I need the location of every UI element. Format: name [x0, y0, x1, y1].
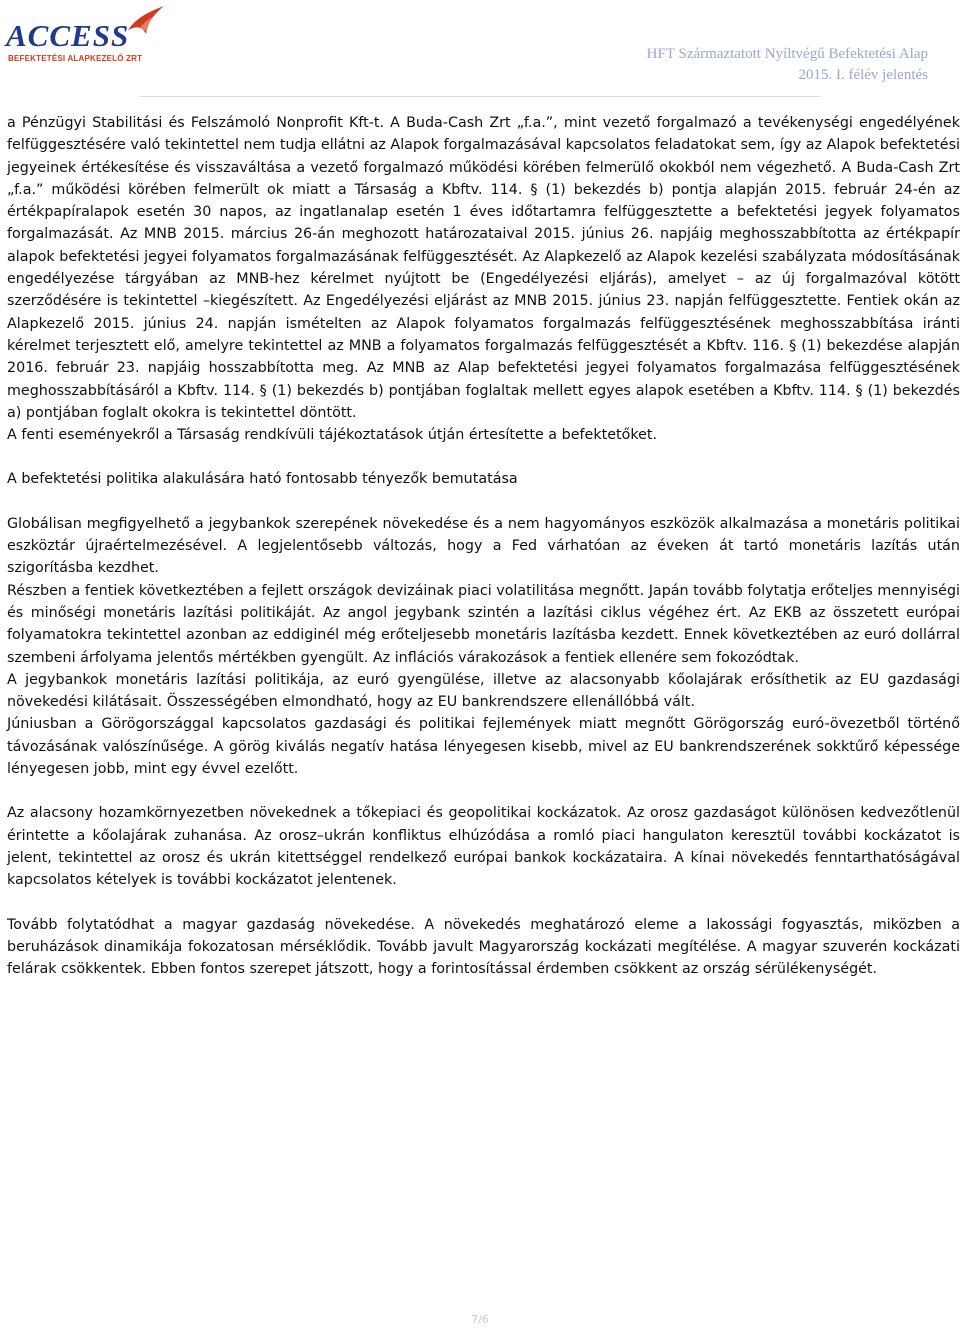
paragraph-greece: Júniusban a Görögországgal kapcsolatos gazdasági és politikai fejlemények miatt megnőtt Görögország euró-övezetből történő távozásának valószínűsége. A görög kiválás negatív hatása lényegesen kisebb, mivel az EU bankrendszerének sokktűrő képessége lényegesen jobb, mint egy évvel ezelőtt.: [7, 716, 960, 778]
paragraph-suspension: a Pénzügyi Stabilitási és Felszámoló Nonprofit Kft-t. A Buda-Cash Zrt „f.a.”, mint vezető forgalmazó a tevékenységi engedélyének felfüggesztésére való tekintettel nem tudja ellátni az Alapok forgalmazásával kapcsolatos feladatokat sem, így az Alapok befektetési jegyeinek értékesítése és visszaváltása a vezető forgalmazó működési körében felmerülő okokból nem végezhető. A Buda-Cash Zrt „f.a.” működési körében felmerült ok miatt a Társaság a Kbftv. 114. § (1) bekezdés b) pontja alapján 2015. február 24-én az értékpapíralapok esetén 30 napos, az ingatlanalap esetén 1 éves időtartamra felfüggesztette a befektetési jegyek folyamatos forgalmazását. Az MNB 2015. március 26-án meghozott határozataival 2015. június 26. napjáig meghosszabbította az értékpapír alapok befektetési jegyei folyamatos forgalmazásának felfüggesztését. Az Alapkezelő az Alapok kezelési szabályzata módosításának engedélyezése tárgyában az MNB-hez kérelmet nyújtott be (Engedélyezési eljárás), amelyet – az új forgalmazóval kötött szerződésére is tekintettel –kiegészített. Az Engedélyezési eljárást az MNB 2015. június 23. napján felfüggesztette. Fentiek okán az Alapkezelő 2015. június 24. napján ismételten az Alapok folyamatos forgalmazás felfüggesztésének meghosszabbítása iránti kérelmet terjesztett elő, amelyre tekintettel az MNB a folyamatos forgalmazás felfüggesztését a Kbftv. 116. § (1) bekezdése alapján 2016. február 23. napjáig hosszabbította meg. Az MNB az Alap befektetési jegyei folyamatos forgalmazása felfüggesztésének meghosszabbításáról a Kbftv. 114. § (1) bekezdés b) pontjában foglaltak mellett egyes alapok esetében a Kbftv. 114. § (1) bekezdés a) pontjában foglalt okokra is tekintettel döntött.: [7, 115, 960, 421]
bird-logo-icon: [126, 4, 166, 38]
paragraph-currencies: Részben a fentiek következtében a fejlett országok devizáinak piaci volatilitása megnőtt. Japán tovább folytatja erőteljes mennyiségi és minőségi monetáris lazítási politikáját. Az angol jegybank szintén a lazítási ciklus végéhez ért. Az EKB az összetett európai folyamatokra tekintettel azonban az eddiginél még erőteljesebb monetáris lazításba kezdett. Ennek következtében az euró dollárral szembeni árfolyama jelentős mértékben gyengült. Az inflációs várakozások a fentiek ellenére sem fokozódtak.: [7, 582, 960, 666]
paragraph-risks: Az alacsony hozamkörnyezetben növekednek a tőkepiaci és geopolitikai kockázatok. Az orosz gazdaságot különösen kedvezőtlenül érintette a kőolajárak zuhanása. Az orosz–ukrán konfliktus elhúzódása a romló piaci hangulaton keresztül további kockázatot is jelent, tekintettel az orosz és ukrán kitettséggel rendelkező európai bankok kockázataira. A kínai növekedés fenntarthatóságával kapcsolatos kételyek is további kockázatot jelentenek.: [7, 805, 960, 889]
company-logo: [6, 4, 176, 70]
report-period: 2015. I. félév jelentés: [798, 67, 928, 83]
paragraph-hungary: Tovább folytatódhat a magyar gazdaság növekedése. A növekedés meghatározó eleme a lakossági fogyasztás, miközben a beruházások dinamikája fokozatosan mérséklődik. Tovább javult Magyarország kockázati megítélése. A magyar szuverén kockázati felárak csökkentek. Ebben fontos szerepet játszott, hogy a forintosítással érdemben csökkent az ország sérülékenységét.: [7, 916, 960, 978]
logo-subtitle: BEFEKTETÉSI ALAPKEZELŐ ZRT: [8, 54, 143, 63]
fund-name: HFT Származtatott Nyíltvégű Befektetési Alap: [646, 46, 928, 62]
report-header: [647, 44, 928, 86]
logo-text: ACCESS: [6, 18, 130, 53]
paragraph-global: Globálisan megfigyelhető a jegybankok szerepének növekedése és a nem hagyományos eszközök alkalmazása a monetáris politikai eszköztár újraértelmezésével. A legjelentősebb változás, hogy a Fed várhatóan az éveken át tartó monetáris lazítás után szigorításba kezdhet.: [7, 515, 960, 577]
document-body: [7, 112, 960, 980]
page-number: 7/6: [471, 1313, 489, 1326]
paragraph-notification: A fenti eseményekről a Társaság rendkívüli tájékoztatások útján értesítette a befektetőket.: [7, 427, 658, 444]
section-heading: A befektetési politika alakulására ható fontosabb tényezők bemutatása: [7, 471, 518, 488]
paragraph-eu-growth: A jegybankok monetáris lazítási politikája, az euró gyengülése, illetve az alacsonyabb kőolajárak erősíthetik az EU gazdasági növekedési kilátásait. Összességében elmondható, hogy az EU bankrendszere ellenállóbbá vált.: [7, 671, 960, 711]
header-divider: [140, 96, 820, 97]
